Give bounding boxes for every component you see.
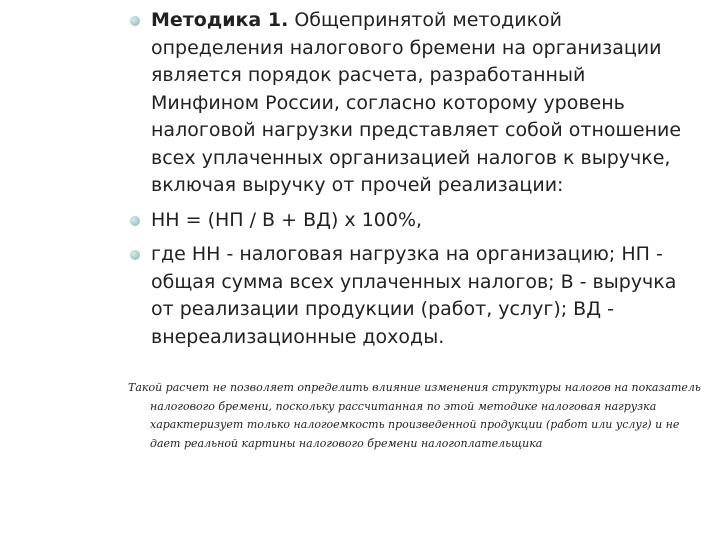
bullet-dot-icon [130,250,140,260]
bullet-line: определения налогового бремени на организации [151,36,662,59]
bullet-line: внереализационные доходы. [151,325,445,348]
bullet-line: включая выручку от прочей реализации: [151,174,564,196]
bullet-line: Общепринятой методикой [294,9,563,31]
footnote-line: Такой расчет не позволяет определить влияние изменения структуры налогов на показатель [128,381,701,394]
bullet-line: налоговой нагрузки представляет собой отношение [151,119,682,141]
bullet-item-formula [130,207,700,235]
method-title: Методика 1. [151,9,289,31]
bullet-line: является порядок расчета, разработанный [151,64,586,86]
bullet-dot-icon [130,16,140,26]
bullet-item-method [130,7,700,200]
formula-text: НН = (НП / В + ВД) х 100%, [151,208,423,231]
footnote-line: дает реальной картины налогового бремени налогоплательщика [150,436,543,450]
bullet-line: от реализации продукции (работ, услуг); ВД - [151,298,614,320]
bullet-line: всех уплаченных организацией налогов к выручке, [151,146,671,169]
bullet-list [130,0,700,351]
footnote-line: характеризует только налогоемкость произведенной продукции (работ или услуг) и не [150,418,680,431]
footnote [128,379,708,453]
bullet-dot-icon [130,216,140,226]
bullet-line: Минфином России, согласно которому уровень [151,91,625,114]
footnote-line: налогового бремени, поскольку рассчитанная по этой методике налоговая нагрузка [150,399,657,413]
bullet-item-legend [130,241,700,351]
bullet-line: где НН - налоговая нагрузка на организацию; НП - [151,243,663,265]
bullet-line: общая сумма всех уплаченных налогов; В - выручка [151,270,677,293]
